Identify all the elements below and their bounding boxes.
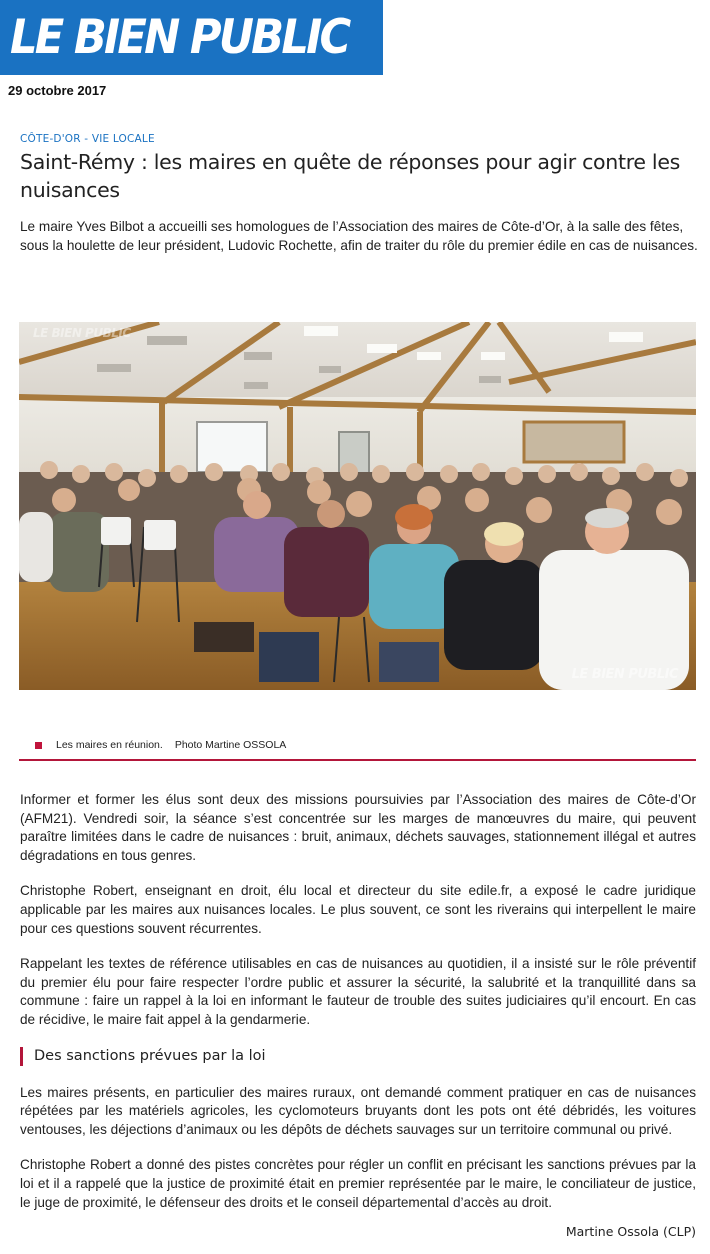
meeting-room-illustration xyxy=(19,322,696,690)
issue-date: 29 octobre 2017 xyxy=(8,83,107,98)
article-headline: Saint-Rémy : les maires en quête de réponses pour agir contre les nuisances xyxy=(20,150,681,202)
body-paragraph: Informer et former les élus sont deux des missions poursuivies par l’Association des maires de Côte-d’Or (AFM21). Vendredi soir, la séance s’est concentrée sur les marges de manœuvres du maire, qui peuvent paraître limitées dans le cadre de nuisances : bruit, animaux, déchets sauvages, stationnement illégal et autres dégradations en tous genres. xyxy=(20,792,696,863)
section-divider xyxy=(19,759,696,761)
body-paragraph: Les maires présents, en particulier des maires ruraux, ont demandé comment pratiquer en cas de nuisances répétées par les matériels agricoles, les cyclomoteurs bruyants dont les pots ont été débridés, les voitures ventouses, les déjections d’animaux ou les dépôts de déchets sauvages sur un territoire communal ou privé. xyxy=(20,1084,696,1137)
caption-text: Les maires en réunion. xyxy=(56,739,163,751)
photo-caption xyxy=(35,739,286,751)
article-body xyxy=(20,791,696,1229)
caption-bullet-icon xyxy=(35,742,42,749)
photo-watermark-top: LE BIEN PUBLIC xyxy=(33,326,131,340)
masthead-logo: LE BIEN PUBLIC xyxy=(10,10,349,65)
masthead xyxy=(0,0,383,75)
subheading-bar-icon xyxy=(20,1047,23,1066)
article-rubric: CÔTE-D'OR - VIE LOCALE xyxy=(20,133,155,145)
article-photo xyxy=(19,322,696,690)
body-paragraph: Christophe Robert, enseignant en droit, élu local et directeur du site edile.fr, a exposé le cadre juridique applicable par les maires aux nuisances locales. Le plus souvent, ce sont les riverains qui interpellent le maire pour ces questions souvent récurrentes. xyxy=(20,883,696,936)
caption-credit: Photo Martine OSSOLA xyxy=(174,739,287,751)
subheading-text: Des sanctions prévues par la loi xyxy=(34,1047,266,1064)
photo-watermark-bottom: LE BIEN PUBLIC xyxy=(571,667,678,682)
body-paragraph: Rappelant les textes de référence utilisables en cas de nuisances au quotidien, il a insisté sur le rôle préventif du premier élu pour faire respecter l’ordre public et assurer la sécurité, la salubrité et la tranquillité dans sa commune : faire un rappel à la loi en informant le fauteur de trouble des suites judiciaires qu’il encourt. En cas de récidive, le maire fait appel à la gendarmerie. xyxy=(20,956,696,1027)
article-subheading xyxy=(20,1047,696,1066)
article-lead: Le maire Yves Bilbot a accueilli ses homologues de l’Association des maires de Côte-d’Or, à la salle des fêtes, sous la houlette de leur président, Ludovic Rochette, afin de traiter du rôle du premier édile en cas de nuisances. xyxy=(20,219,698,253)
article-signature: Martine Ossola (CLP) xyxy=(565,1224,696,1239)
body-paragraph: Christophe Robert a donné des pistes concrètes pour régler un conflit en précisant les sanctions prévues par la loi et il a rappelé que la justice de proximité était en premier représentée par le maire, le conciliateur de justice, le juge de proximité, le défenseur des droits et le conseil départemental d’accès au droit. xyxy=(20,1157,696,1210)
